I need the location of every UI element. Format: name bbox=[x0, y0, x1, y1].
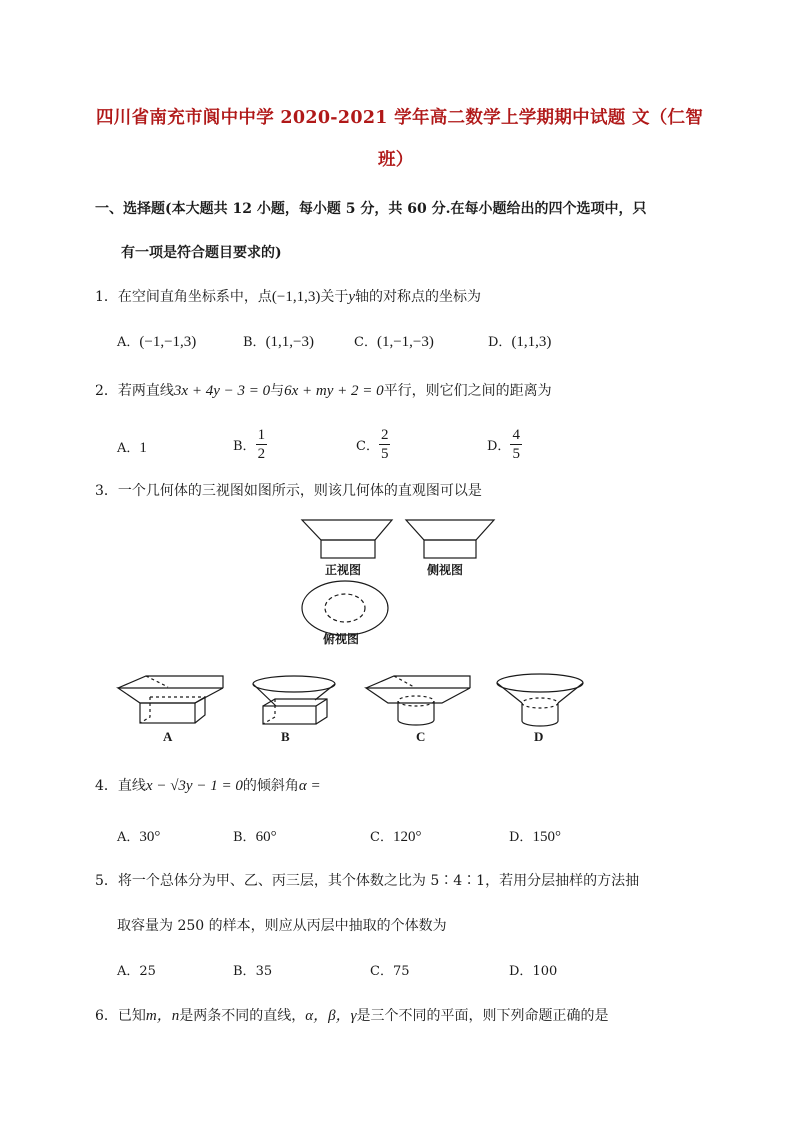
question-number: 5． bbox=[95, 873, 118, 889]
question-5-line2: 取容量为 250 的样本，则应从丙层中抽取的个体数为 bbox=[117, 918, 447, 934]
page-title-line1: 四川省南充市阆中中学 2020-2021 学年高二数学上学期期中试题 文（仁智 bbox=[96, 108, 704, 128]
q1-option-b: B．(1,1,−3) bbox=[243, 334, 315, 350]
question-text: 关于 bbox=[320, 289, 349, 305]
math-axis: y bbox=[348, 289, 356, 305]
math-alpha: α = bbox=[298, 778, 321, 794]
choice-d-label: D bbox=[534, 729, 544, 744]
side-view-label: 侧视图 bbox=[427, 563, 464, 577]
math-line: x − √3y − 1 = 0 bbox=[145, 778, 243, 794]
question-text: 若两直线 bbox=[117, 383, 174, 399]
fraction: $\frac{4}{5}$ bbox=[512, 427, 520, 462]
front-view-rect bbox=[321, 540, 375, 558]
choice-a-label: A bbox=[163, 729, 173, 744]
q1-option-c: C．(1,−1,−3) bbox=[354, 334, 434, 350]
side-view-trapezoid bbox=[406, 520, 494, 540]
q2-option-c: C． $\frac{2}{5}$ bbox=[356, 427, 389, 462]
choice-c-figure bbox=[366, 676, 470, 725]
question-text: 平行，则它们之间的距离为 bbox=[383, 383, 552, 399]
question-number: 4． bbox=[95, 778, 118, 794]
question-text: 是三个不同的平面，则下列命题正确的是 bbox=[356, 1008, 609, 1024]
q2-option-b: B． $\frac{1}{2}$ bbox=[233, 427, 266, 462]
question-text: 与 bbox=[270, 383, 285, 399]
section-header-line1: 一、选择题(本大题共 12 小题，每小题 5 分，共 60 分.在每小题给出的四个选项中，只 bbox=[95, 201, 647, 217]
fraction: $\frac{1}{2}$ bbox=[257, 427, 266, 462]
front-view-trapezoid bbox=[302, 520, 392, 540]
q4-option-b: B．60° bbox=[233, 829, 277, 845]
q4-option-a: A．30° bbox=[117, 829, 161, 845]
q2-option-a: A．1 bbox=[117, 440, 147, 456]
math-line-1: 3x + 4y − 3 = 0 bbox=[173, 383, 271, 399]
question-text: 轴的对称点的坐标为 bbox=[355, 289, 482, 305]
top-view-inner-circle-dashed bbox=[325, 594, 365, 622]
page-title-line2: 班） bbox=[378, 150, 414, 170]
q5-option-d: D．100 bbox=[509, 964, 558, 979]
choice-a-figure bbox=[118, 676, 223, 723]
q5-option-c: C．75 bbox=[370, 964, 410, 979]
choice-d-figure bbox=[497, 674, 583, 726]
question-number: 2． bbox=[95, 383, 118, 399]
top-view-label: 俯视图 bbox=[323, 632, 360, 646]
fraction: $\frac{2}{5}$ bbox=[380, 427, 389, 462]
choice-b-figure bbox=[253, 676, 335, 724]
q1-option-a: A．(−1,−1,3) bbox=[117, 334, 197, 350]
question-text: 在空间直角坐标系中，点 bbox=[117, 289, 272, 305]
question-text: 将一个总体分为甲、乙、丙三层，其个体数之比为 5∶4∶1，若用分层抽样的方法抽 bbox=[117, 873, 640, 889]
question-text: 直线 bbox=[117, 778, 146, 794]
question-text: 是两条不同的直线， bbox=[179, 1008, 306, 1024]
section-header-line2: 有一项是符合题目要求的) bbox=[121, 245, 282, 261]
question-number: 1． bbox=[95, 289, 118, 305]
q4-option-c: C．120° bbox=[370, 829, 422, 845]
question-text: 的倾斜角 bbox=[242, 778, 299, 794]
q4-option-d: D．150° bbox=[509, 829, 561, 845]
front-view-label: 正视图 bbox=[325, 563, 362, 577]
choice-c-label: C bbox=[416, 729, 426, 744]
question-4 bbox=[95, 775, 321, 795]
question-number: 6． bbox=[95, 1008, 118, 1024]
math-line-2: 6x + my + 2 = 0 bbox=[284, 383, 384, 399]
question-text: 已知 bbox=[117, 1008, 146, 1024]
side-view-rect bbox=[424, 540, 476, 558]
q2-option-d: D． $\frac{4}{5}$ bbox=[487, 427, 520, 462]
q5-option-a: A．25 bbox=[117, 964, 156, 979]
question-6 bbox=[95, 1004, 609, 1025]
choice-b-label: B bbox=[281, 729, 290, 744]
question-text: 一个几何体的三视图如图所示，则该几何体的直观图可以是 bbox=[117, 483, 482, 499]
q5-option-b: B．35 bbox=[233, 964, 273, 979]
q1-option-d: D．(1,1,3) bbox=[488, 334, 552, 350]
question-number: 3． bbox=[95, 483, 118, 499]
math-lines: m，n bbox=[145, 1008, 180, 1024]
top-view-outer-circle bbox=[302, 581, 388, 635]
question-5 bbox=[95, 870, 639, 890]
math-planes: α，β，γ bbox=[305, 1008, 357, 1024]
math-point: (−1,1,3) bbox=[271, 289, 321, 305]
